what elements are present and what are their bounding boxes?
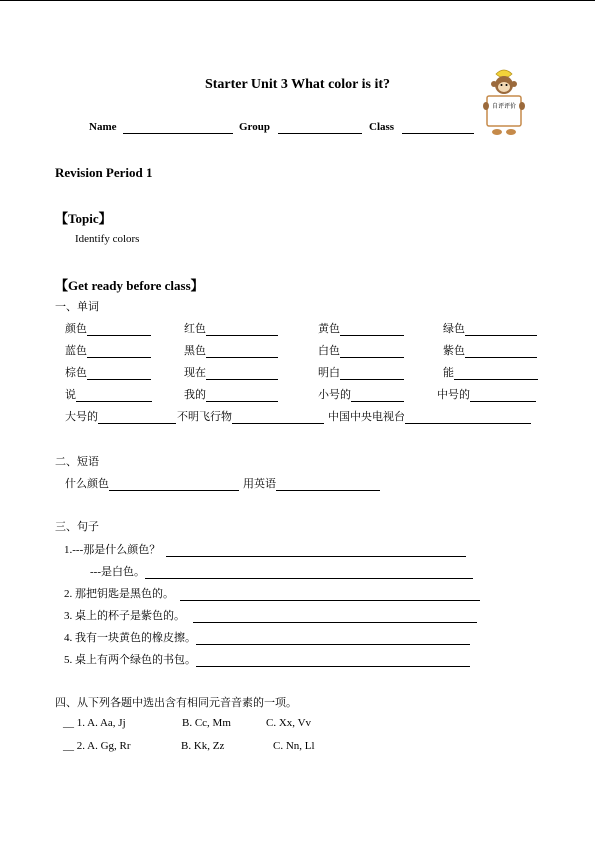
word-item[interactable]: 绿色 [443,320,537,336]
sentence-item[interactable]: 2. 那把钥匙是黑色的。 [64,585,480,601]
section1-heading: 一、单词 [55,301,99,313]
question-1-option-c[interactable]: C. Xx, Vv [266,717,312,729]
word-item[interactable]: 现在 [184,364,278,380]
class-label: Class [369,121,395,133]
monkey-mascot-icon [478,68,530,138]
word-item[interactable]: 说 [65,386,152,402]
ready-heading: 【Get ready before class】 [55,278,204,293]
topic-heading: 【Topic】 [55,211,112,226]
period-heading: Revision Period 1 [55,165,153,180]
sentence-item[interactable]: ---是白色。 [90,563,473,579]
word-item[interactable]: 白色 [318,342,404,358]
sentence-item[interactable]: 1.---那是什么颜色？ [64,541,466,557]
word-item[interactable]: 黄色 [318,320,404,336]
question-2-option-a[interactable]: __ 2. A. Gg, Rr [63,740,131,752]
word-item[interactable]: 黑色 [184,342,278,358]
top-rule [0,0,595,1]
word-item[interactable]: 蓝色 [65,342,151,358]
group-field[interactable] [278,121,362,134]
sentence-item[interactable]: 5. 桌上有两个绿色的书包。 [64,651,470,667]
worksheet-title: Starter Unit 3 What color is it? [204,77,391,92]
phrase-item[interactable]: 什么颜色 [65,475,239,491]
question-1-option-a[interactable]: __ 1. A. Aa, Jj [63,717,126,729]
word-item[interactable]: 颜色 [65,320,151,336]
word-item[interactable]: 大号的 [65,408,176,424]
word-item[interactable]: 能 [443,364,538,380]
section2-heading: 二、短语 [55,456,99,468]
phrase-item[interactable]: 用英语 [243,475,380,491]
sentence-item[interactable]: 3. 桌上的杯子是紫色的。 [64,607,477,623]
question-2-option-b[interactable]: B. Kk, Zz [181,740,225,752]
section3-heading: 三、句子 [55,521,99,533]
name-field[interactable] [123,121,233,134]
question-1-option-b[interactable]: B. Cc, Mm [182,717,231,729]
group-label: Group [239,121,270,133]
question-2-option-c[interactable]: C. Nn, Ll [273,740,315,752]
class-field[interactable] [402,121,474,134]
name-label: Name [89,121,117,133]
word-item[interactable]: 明白 [318,364,404,380]
section4-heading: 四、从下列各题中选出含有相同元音音素的一项。 [55,697,297,709]
word-item[interactable]: 红色 [184,320,278,336]
word-item[interactable]: 紫色 [443,342,537,358]
word-item[interactable]: 我的 [184,386,278,402]
word-item[interactable]: 中国中央电视台 [328,408,531,424]
word-item[interactable]: 小号的 [318,386,404,402]
word-item[interactable]: 中号的 [437,386,536,402]
sentence-item[interactable]: 4. 我有一块黄色的橡皮擦。 [64,629,470,645]
word-item[interactable]: 棕色 [65,364,151,380]
topic-text: Identify colors [75,233,140,245]
badge-text: 自评评价 [491,103,517,110]
word-item[interactable]: 不明飞行物 [177,408,324,424]
